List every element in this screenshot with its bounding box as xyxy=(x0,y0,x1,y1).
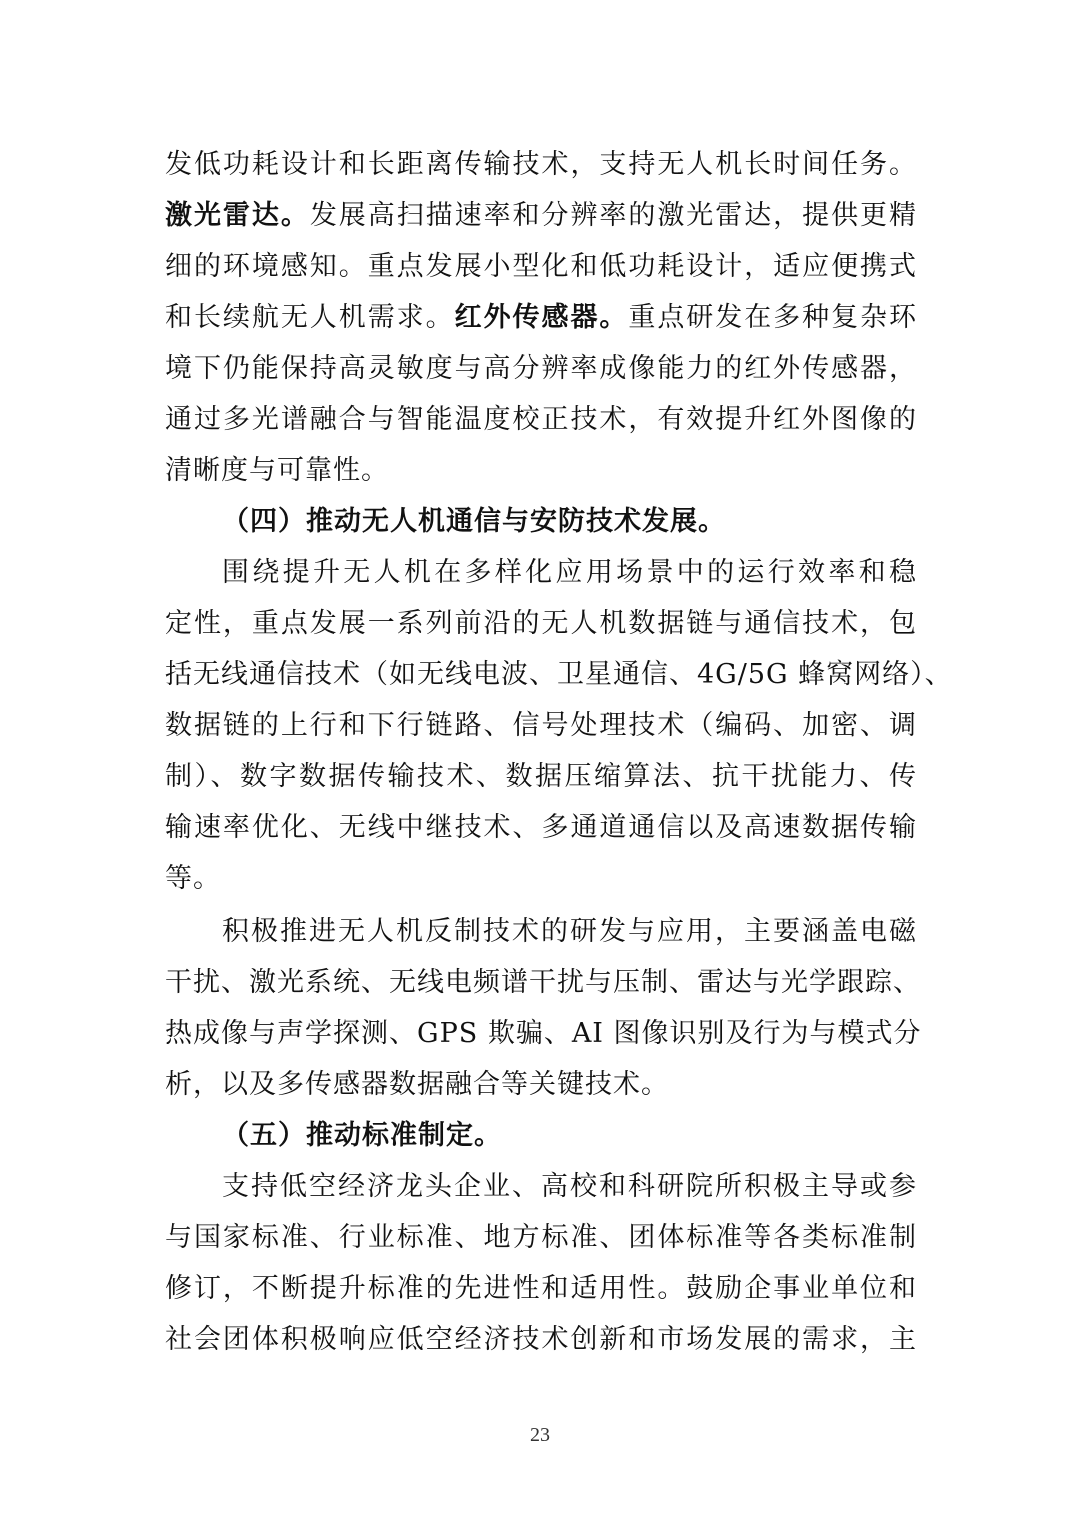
body-line: 数据链的上行和下行链路、信号处理技术（编码、加密、调 xyxy=(165,710,917,741)
body-line: 细的环境感知。重点发展小型化和低功耗设计，适应便携式 xyxy=(165,251,917,282)
body-line xyxy=(165,194,917,238)
section-heading: （四）推动无人机通信与安防技术发展。 xyxy=(222,506,726,537)
body-line: 括无线通信技术（如无线电波、卫星通信、4G/5G 蜂窝网络）、 xyxy=(165,659,953,690)
paragraph-first-line: 围绕提升无人机在多样化应用场景中的运行效率和稳 xyxy=(222,557,917,588)
inline-bold-term: 红外传感器。 xyxy=(454,302,629,333)
body-line: 清晰度与可靠性。 xyxy=(165,455,389,486)
body-line: 修订，不断提升标准的先进性和适用性。鼓励企事业单位和 xyxy=(165,1273,917,1304)
body-line: 等。 xyxy=(165,863,221,894)
body-line: 析，以及多传感器数据融合等关键技术。 xyxy=(165,1069,669,1100)
inline-bold-term: 激光雷达。 xyxy=(165,200,310,231)
body-line: 发低功耗设计和长距离传输技术，支持无人机长时间任务。 xyxy=(165,149,917,180)
body-line: 制）、数字数据传输技术、数据压缩算法、抗干扰能力、传 xyxy=(165,761,917,792)
body-line: 热成像与声学探测、GPS 欺骗、AI 图像识别及行为与模式分 xyxy=(165,1018,922,1049)
body-line: 社会团体积极响应低空经济技术创新和市场发展的需求，主 xyxy=(165,1324,917,1355)
body-text: 发展高扫描速率和分辨率的激光雷达，提供更精 xyxy=(309,200,918,231)
body-line: 定性，重点发展一系列前沿的无人机数据链与通信技术，包 xyxy=(165,608,917,639)
body-line: 干扰、激光系统、无线电频谱干扰与压制、雷达与光学跟踪、 xyxy=(165,967,921,998)
body-line xyxy=(165,296,917,340)
paragraph-first-line: 支持低空经济龙头企业、高校和科研院所积极主导或参 xyxy=(222,1171,917,1202)
body-text: 重点研发在多种复杂环 xyxy=(628,302,918,333)
body-text: 和长续航无人机需求。 xyxy=(165,302,455,333)
body-line: 与国家标准、行业标准、地方标准、团体标准等各类标准制 xyxy=(165,1222,917,1253)
section-heading: （五）推动标准制定。 xyxy=(222,1120,502,1151)
page-number: 23 xyxy=(530,1424,550,1446)
body-line: 输速率优化、无线中继技术、多通道通信以及高速数据传输 xyxy=(165,812,917,843)
body-line: 境下仍能保持高灵敏度与高分辨率成像能力的红外传感器， xyxy=(165,353,917,384)
body-line: 通过多光谱融合与智能温度校正技术，有效提升红外图像的 xyxy=(165,404,917,435)
paragraph-first-line: 积极推进无人机反制技术的研发与应用，主要涵盖电磁 xyxy=(222,916,917,947)
